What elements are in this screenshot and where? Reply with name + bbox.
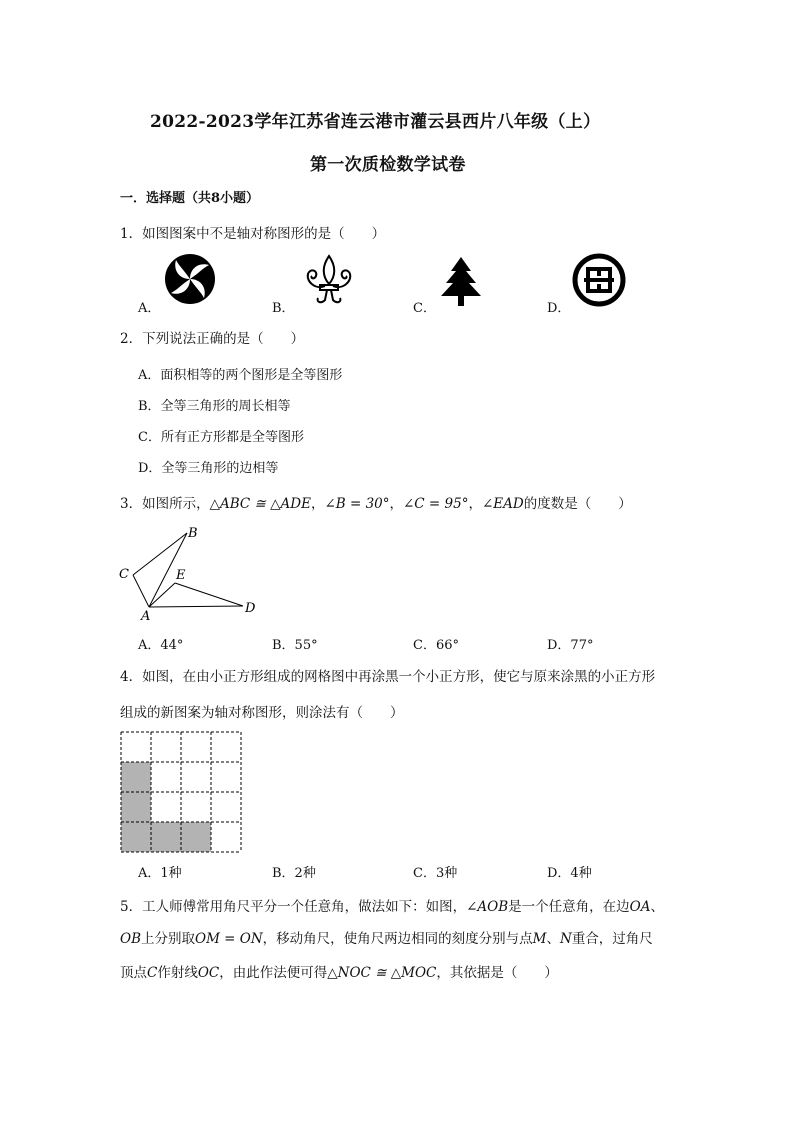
q3-label-e: E [176,568,186,583]
q3-option-a: A．44° [138,638,184,653]
q5-line3-mid2: ，由此作法便可得 [219,965,328,981]
q3-sep-1: ， [310,496,325,512]
q2-option-c: C．所有正方形都是全等图形 [138,430,304,445]
q5-line1-prefix: 5．工人师傅常用角尺平分一个任意角，做法如下：如图， [120,899,467,915]
q5-line3-prefix: 顶点 [120,965,147,981]
q3-prefix: 3．如图所示， [120,496,210,512]
q5-line2-mid1: 上分别取 [141,931,195,947]
question-3-stem [120,492,632,512]
q2-option-d: D．全等三角形的边相等 [138,461,279,476]
q3-sep-2: ， [389,496,403,512]
q5-line3-end: ，其依据是（ ） [436,965,558,981]
q3-option-b: B．55° [272,638,318,653]
q5-expr-angle-aob: ∠AOB [466,899,509,915]
q4-grid-figure [120,731,244,855]
q3-expr-angle-c: ∠C = 95° [403,496,469,512]
q5-expr-om-on: OM = ON [195,931,263,947]
q4-option-b: B．2种 [272,866,316,881]
page-title-line1: 2022-2023学年江苏省连云港市灌云县西片八年级（上） [150,112,601,132]
q3-sep-3: ， [468,496,482,512]
q5-expr-oc: OC [197,965,220,981]
q5-expr-oa: OA [629,899,651,915]
question-5-line3 [120,961,558,981]
q3-option-c: C．66° [413,638,459,653]
q4-option-d: D．4种 [547,866,592,881]
q4-option-a: A．1种 [138,866,182,881]
question-5-line2 [120,927,653,947]
q1-option-c-label: C． [413,301,436,316]
q1-option-b-label: B． [272,301,295,316]
section-heading: 一．选择题（共8小题） [120,191,260,206]
question-1-stem: 1．如图图案中不是轴对称图形的是（ ） [120,226,386,242]
q3-expr-angle-ead: ∠EAD [481,496,524,512]
q5-line2-mid3: 、 [546,931,560,947]
q3-expr-angle-b: ∠B = 30° [324,496,390,512]
q2-option-b: B．全等三角形的周长相等 [138,399,291,414]
q2-option-a: A．面积相等的两个图形是全等图形 [138,368,343,383]
question-4-stem-line1: 4．如图，在由小正方形组成的网格图中再涂黑一个小正方形，使它与原来涂黑的小正方形 [120,669,656,685]
q5-expr-c: C [147,965,158,981]
q5-line2-mid2: ，移动角尺，使角尺两边相同的刻度分别与点 [262,931,533,947]
q3-expr-congruent: △ABC ≅ △ADE [209,496,311,512]
page-title-line2: 第一次质检数学试卷 [310,155,466,175]
bank-logo-icon [571,252,627,308]
q5-expr-m: M [532,931,547,947]
q5-line3-mid1: 作射线 [157,965,198,981]
question-5-line1 [120,895,664,915]
q5-line1-end: 、 [650,899,664,915]
tree-icon [438,256,484,308]
pinwheel-icon [163,252,217,306]
q3-triangle-figure [115,520,265,625]
q5-line1-mid: 是一个任意角，在边 [508,899,630,915]
q3-label-c: C [119,567,129,582]
question-2-stem: 2．下列说法正确的是（ ） [120,331,305,347]
q5-expr-congruent: △NOC ≅ △MOC [327,965,437,981]
q1-option-a-label: A． [138,301,161,316]
q1-option-d-label: D． [547,301,571,316]
q4-option-c: C．3种 [413,866,458,881]
fleur-de-lis-icon [298,252,360,308]
q3-suffix: 的度数是（ ） [523,496,632,512]
q3-label-d: D [245,601,256,616]
q5-expr-n: N [560,931,572,947]
q5-line2-end: 重合，过角尺 [571,931,653,947]
q3-label-a: A [141,609,151,624]
question-4-stem-line2: 组成的新图案为轴对称图形，则涂法有（ ） [120,705,404,721]
q3-label-b: B [188,526,198,541]
q5-expr-ob: OB [120,931,141,947]
q3-option-d: D．77° [547,638,594,653]
